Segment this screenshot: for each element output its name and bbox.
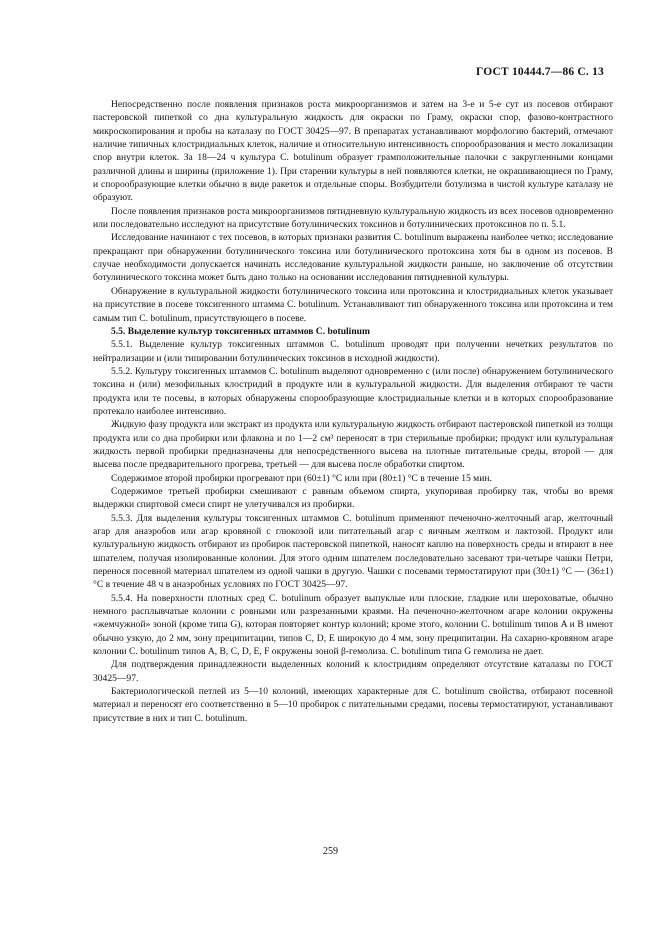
body-paragraph: Бактериологической петлей из 5—10 колоний, имеющих характерные для C. botulinum свойства, отбирают посевной материал и переносят его соответственно в 5—10 пробирок с питательными средами, посевы термостатируют, устанавливают присутствие в них и тип C. botulinum. xyxy=(93,686,613,724)
body-paragraph: Обнаружение в культуральной жидкости ботулинического токсина или протоксина и клостридиальных клеток указывает на присутствие в посеве токсигенного штамма C. botulinum. Устанавливают тип обнаруженного токсина или протоксина и тем самым тип C. botulinum, присутствующего в посеве. xyxy=(93,285,613,324)
body-paragraph: Жидкую фазу продукта или экстракт из продукта или культуральную жидкость отбирают пастеровской пипеткой из толщи продукта или со дна пробирки или флакона и по 1—2 см³ переносят в три стерильные пробирки; продукт или культуральная жидкость первой пробирки предназначены для непосредственного высева на плотные питательные среды, второй — для высева после предварительного прогрева, третьей — для высева после обработки спиртом. xyxy=(93,419,613,471)
body-paragraph: Для подтверждения принадлежности выделенных колоний к клостридиям определяют отсутствие каталазы по ГОСТ 30425—97. xyxy=(93,659,613,684)
document-body xyxy=(93,98,613,725)
body-paragraph: 5.5.1. Выделение культур токсигенных штаммов C. botulinum проводят при получении нечетких результатов по нейтрализации и (или типировании ботулинических токсинов в исходной жидкости). xyxy=(93,339,613,364)
body-paragraph: Непосредственно после появления признаков роста микроорганизмов и затем на 3-е и 5-е сут из посевов отбирают пастеровской пипеткой со дна культуральную жидкость для окраски по Граму, окраски спор, фазово-контрастного микроскопирования и пробы на каталазу по ГОСТ 30425—97. В препаратах устанавливают морфологию бактерий, отмечают наличие типичных клостридиальных клеток, наличие и относительную интенсивность спорообразования и место локализации спор внутри клеток. За 18—24 ч культура C. botulinum образует грамположительные палочки с закругленными концами различной длины и ширины (приложение 1). При старении культуры в ней появляются клетки, не окрашивающиеся по Граму, и спорообразующие клетки обычно в виде ракеток и отдельные споры. Возбудители ботулизма в чистой культуре каталазу не образуют. xyxy=(93,99,613,204)
body-paragraph: Исследование начинают с тех посевов, в которых признаки развития C. botulinum выражены наиболее четко; исследование прекращают при обнаружении ботулинического токсина или ботулинического протоксина хотя бы в одном из посевов. В случае необходимости допускается начинать исследование культуральной жидкости раньше, но заключение об отсутствии ботулинического токсина может быть дано только на основании исследования пятидневной культуры. xyxy=(93,232,613,284)
body-paragraph: 5.5.3. Для выделения культуры токсигенных штаммов C. botulinum применяют печеночно-желточный агар, желточный агар для анаэробов или агар кровяной с глюкозой или питательный агар с яичным желтком и лактозой. Продукт или культуральную жидкость отбирают из пробирок пастеровской пипеткой, наносят каплю на поверхность среды и втирают в нее шпателем, получая изолированные колонии. Для этого одним шпателем последовательно засевают три-четыре чашки Петри, перенося посевной материал шпателем из одной чашки в другую. Чашки с посевами термостатируют при (30±1) °C — (36±1) °C в течение 48 ч в анаэробных условиях по ГОСТ 30425—97. xyxy=(93,512,613,591)
body-paragraph: Содержимое третьей пробирки смешивают с равным объемом спирта, укупоривая пробирку так, чтобы во время выдержки спиртовой смеси спирт не улетучивался из пробирки. xyxy=(93,485,613,511)
body-paragraph: После появления признаков роста микроорганизмов пятидневную культуральную жидкость из всех посевов одновременно или последовательно исследуют на присутствие ботулинических токсинов и ботулинических протоксинов по п. 5.1. xyxy=(93,205,613,231)
body-paragraph: Содержимое второй пробирки прогревают при (60±1) °C или при (80±1) °C в течение 15 мин. xyxy=(111,472,492,484)
running-header: ГОСТ 10444.7—86 С. 13 xyxy=(476,66,604,78)
body-paragraph: 5.5.4. На поверхности плотных сред C. botulinum образует выпуклые или плоские, гладкие или шероховатые, обычно немного расплывчатые колонии с ровными или разрезанными краями. На печеночно-желточном агаре колонии окружены «жемчужной» зоной (кроме типа G), которая повторяет контур колоний; кроме этого, колонии C. botulinum типов A и B имеют обычно узкую, до 2 мм, зону преципитации, типов C, D, E широкую до 4 мм, зону преципитации. На сахарно-кровяном агаре колонии C. botulinum типов A, B, C, D, E, F окружены зоной β-гемолиза. C. botulinum типа G гемолиза не дает. xyxy=(93,592,613,658)
page-number: 259 xyxy=(323,846,338,857)
section-heading: 5.5. Выделение культур токсигенных штаммов C. botulinum xyxy=(111,325,370,337)
body-paragraph: 5.5.2. Культуру токсигенных штаммов C. botulinum выделяют одновременно с (или после) обнаружением ботулинического токсина и (или) мезофильных клостридий в продукте или в культуральной жидкости. Для выделения отбирают те части продукта или те посевы, в которых обнаружены спорообразующие клостридиальные клетки и в которых спорообразование протекало наиболее интенсивно. xyxy=(93,365,613,417)
